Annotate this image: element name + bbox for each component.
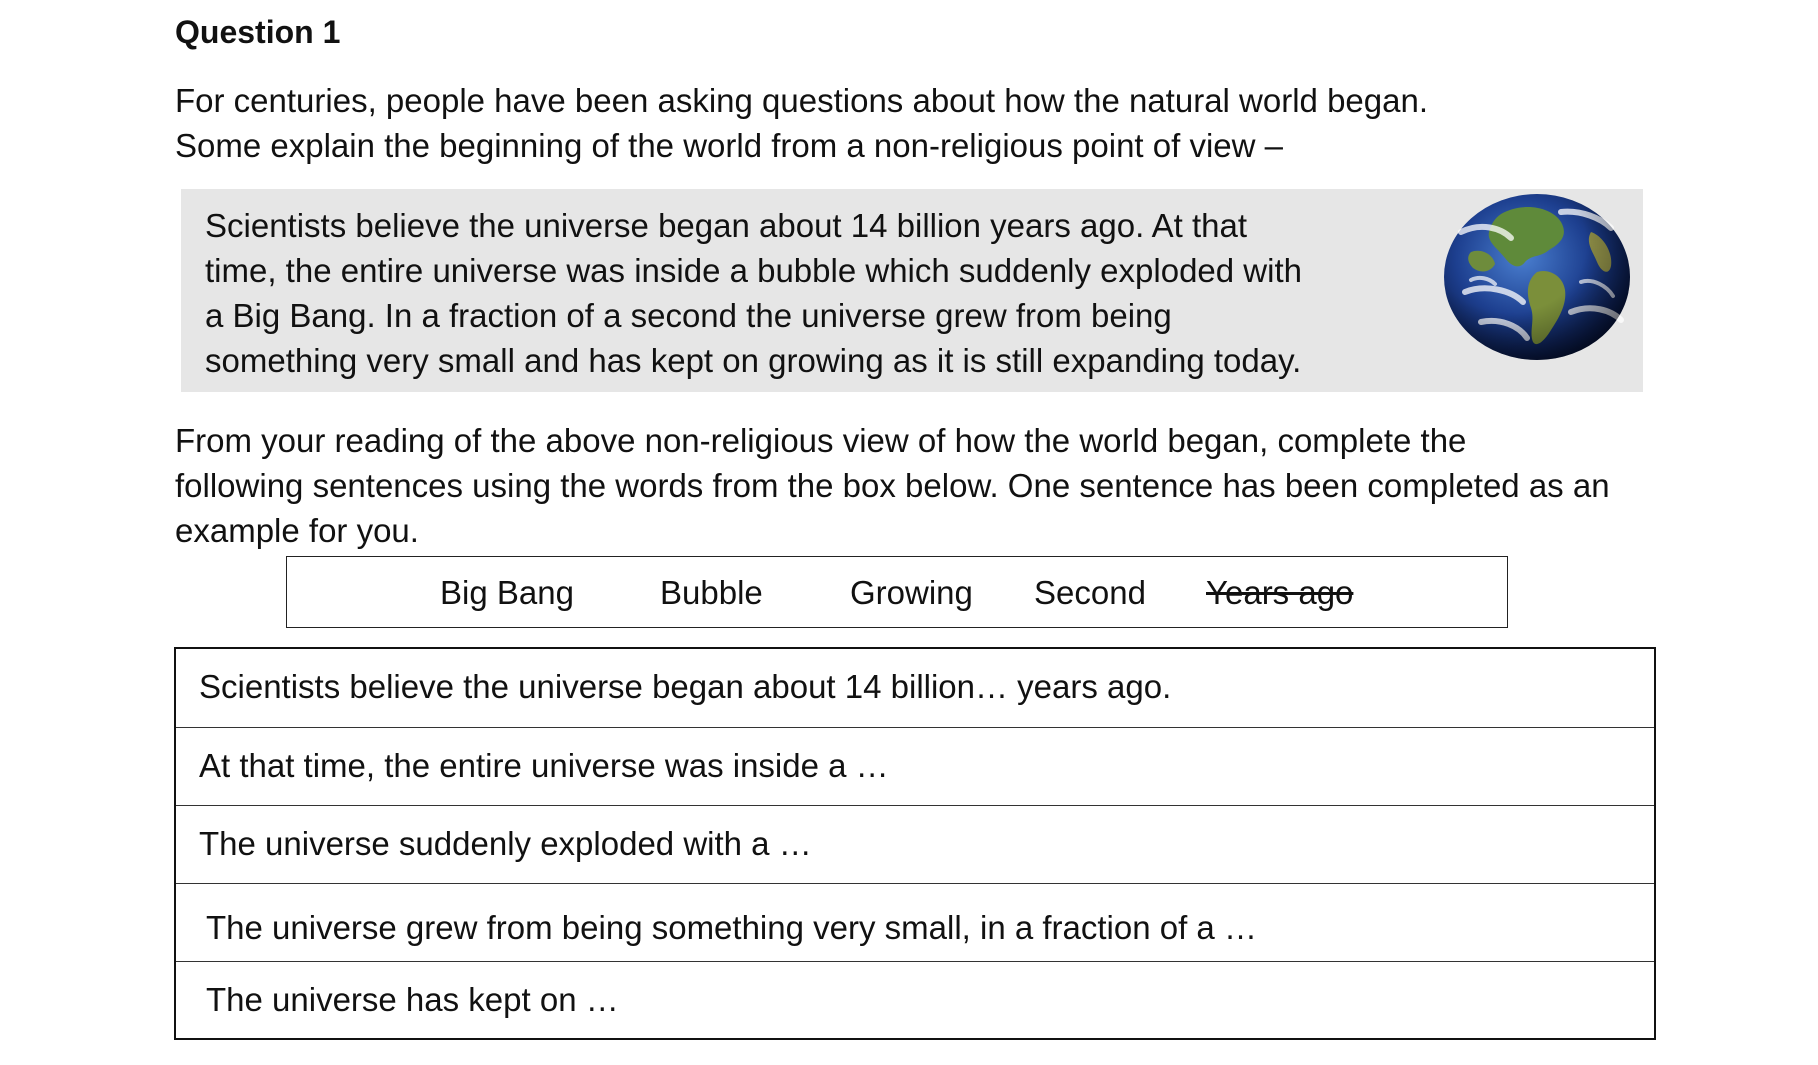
instruction-line: example for you. <box>175 512 419 549</box>
sentence-text: Scientists believe the universe began about 14 billion… years ago. <box>199 668 1172 705</box>
passage-line: a Big Bang. In a fraction of a second the universe grew from being <box>205 297 1172 334</box>
sentence-table <box>174 647 1656 1040</box>
word-bank-item-second: Second <box>1034 574 1146 611</box>
table-row[interactable] <box>176 806 1654 884</box>
passage-text <box>205 203 1345 383</box>
table-row[interactable] <box>176 649 1654 728</box>
sentence-text: The universe has kept on … <box>206 981 619 1018</box>
instruction-line: following sentences using the words from the box below. One sentence has been completed as an <box>175 467 1610 504</box>
passage-line: time, the entire universe was inside a bubble which suddenly exploded with <box>205 252 1302 289</box>
word-bank-item-bubble: Bubble <box>660 574 763 611</box>
passage-box <box>181 189 1643 392</box>
sentence-text: The universe suddenly exploded with a … <box>199 825 812 862</box>
question-intro <box>175 78 1625 168</box>
sentence-text: The universe grew from being something very small, in a fraction of a … <box>206 909 1257 946</box>
intro-line: Some explain the beginning of the world from a non-religious point of view – <box>175 127 1283 164</box>
table-row[interactable] <box>176 962 1654 1038</box>
word-bank <box>286 556 1508 628</box>
word-bank-item-growing: Growing <box>850 574 973 611</box>
passage-line: Scientists believe the universe began about 14 billion years ago. At that <box>205 207 1248 244</box>
earth-globe-icon <box>1441 192 1633 362</box>
passage-line: something very small and has kept on growing as it is still expanding today. <box>205 342 1302 379</box>
instructions <box>175 418 1655 553</box>
table-row[interactable] <box>176 884 1654 962</box>
word-bank-item-big-bang: Big Bang <box>440 574 574 611</box>
intro-line: For centuries, people have been asking questions about how the natural world began. <box>175 82 1429 119</box>
table-row[interactable] <box>176 728 1654 806</box>
instruction-line: From your reading of the above non-religious view of how the world began, complete the <box>175 422 1467 459</box>
sentence-text: At that time, the entire universe was inside a … <box>199 747 889 784</box>
question-title: Question 1 <box>175 14 341 50</box>
word-bank-item-years-ago: Years ago <box>1206 574 1354 611</box>
